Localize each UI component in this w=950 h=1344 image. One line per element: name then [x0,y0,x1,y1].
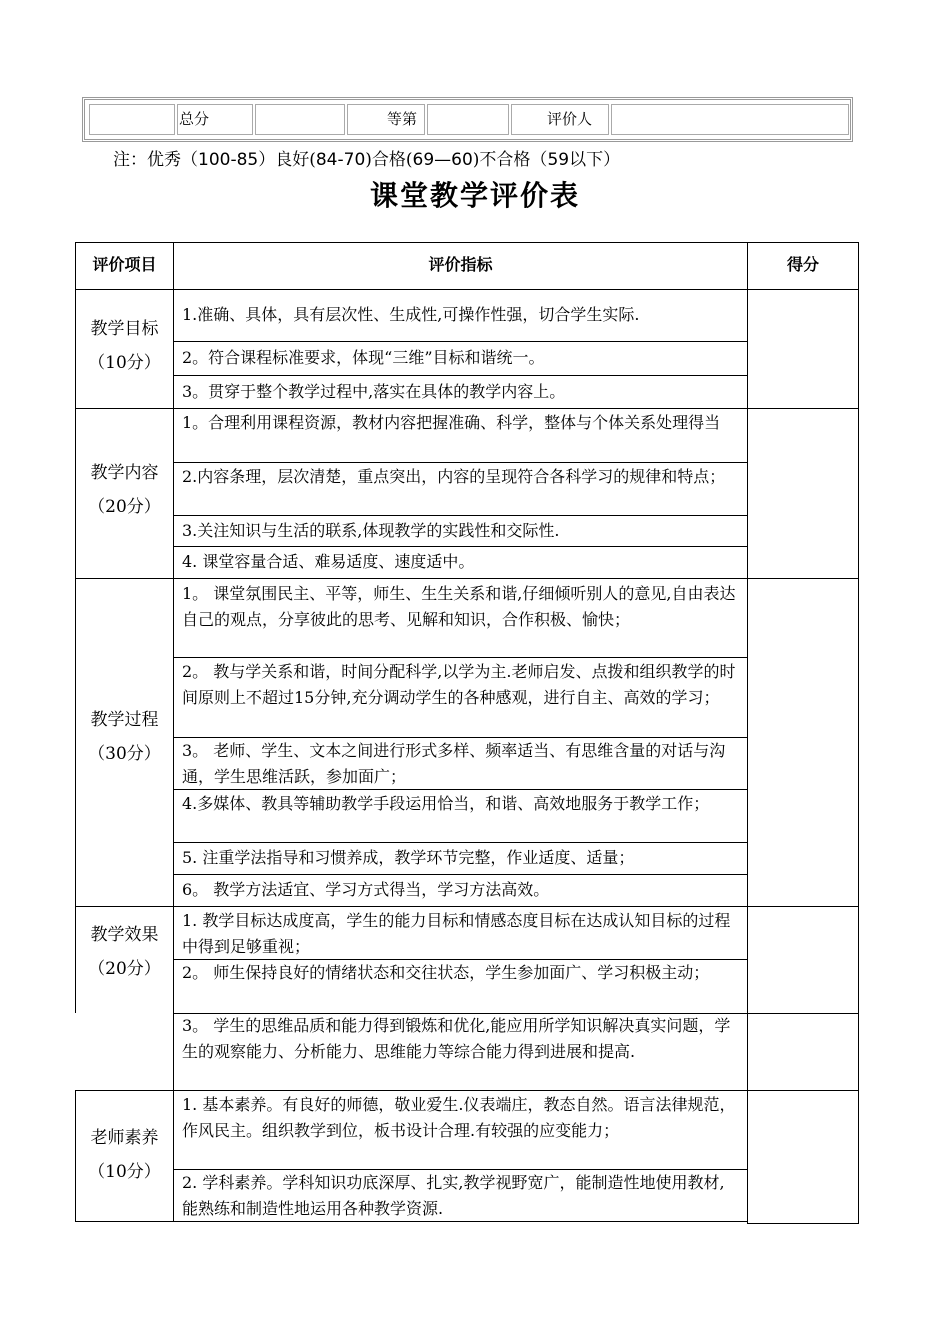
indicator-effect-3: 3。 学生的思维品质和能力得到锻炼和优化,能应用所学知识解决真实问题，学生的观察能力、分析能力、思维能力等综合能力得到进展和提高. [182,1016,731,1061]
total-score-label: 总分 [179,110,210,128]
grade-label: 等第 [387,110,418,128]
indicator-goals-3: 3。贯穿于整个教学过程中,落实在具体的教学内容上。 [182,382,566,401]
indicator-process-5: 5. 注重学法指导和习惯养成，教学环节完整，作业适度、适量； [182,848,635,867]
header-item: 评价项目 [92,255,157,274]
indicator-quality-1: 1. 基本素养。有良好的师德，敬业爱生.仪表端庄，教态自然。语言法律规范，作风民主。组织教学到位，板书设计合理.有较强的应变能力； [182,1095,736,1140]
category-points: （20分） [88,497,161,517]
indicator-content-1: 1。合理利用课程资源，教材内容把握准确、科学，整体与个体关系处理得当 [182,413,721,432]
indicator-process-3: 3。 老师、学生、文本之间进行形式多样、频率适当、有思维含量的对话与沟通，学生思维活跃，参加面广； [182,741,726,786]
category-teaching-content [76,456,173,524]
indicator-process-2: 2。 教与学关系和谐，时间分配科学,以学为主.老师启发、点拨和组织教学的时间原则上不超过15分钟,充分调动学生的各种感观，进行自主、高效的学习； [182,662,736,707]
indicator-effect-1: 1. 教学目标达成度高，学生的能力目标和情感态度目标在达成认知目标的过程中得到足够重视； [182,911,731,956]
indicator-content-4: 4. 课堂容量合适、难易适度、速度适中。 [182,552,475,571]
evaluator-label: 评价人 [547,110,593,128]
category-teacher-quality [76,1121,173,1189]
category-points: （10分） [88,1162,161,1182]
indicator-process-1: 1。 课堂氛围民主、平等，师生、生生关系和谐,仔细倾听别人的意见,自由表达自己的观点，分享彼此的思考、见解和知识，合作积极、愉快； [182,584,736,629]
category-points: （10分） [88,353,161,373]
page-title: 课堂教学评价表 [369,179,580,212]
grading-note: 注：优秀（100-85）良好(84-70)合格(69—60)不合格（59以下） [113,150,621,170]
indicator-effect-2: 2。 师生保持良好的情绪状态和交往状态，学生参加面广、学习积极主动； [182,963,710,982]
indicator-content-2: 2.内容条理，层次清楚，重点突出，内容的呈现符合各科学习的规律和特点； [182,467,726,486]
category-teaching-goals [76,312,173,380]
category-teaching-effect [76,918,173,986]
category-name: 老师素养 [90,1128,159,1148]
category-name: 教学目标 [90,319,159,339]
category-name: 教学内容 [90,463,159,483]
header-score: 得分 [786,255,819,274]
indicator-process-6: 6。 教学方法适宜、学习方式得当，学习方法高效。 [182,880,550,899]
category-name: 教学效果 [90,925,159,945]
category-points: （30分） [88,744,161,764]
indicator-quality-2: 2. 学科素养。学科知识功底深厚、扎实,教学视野宽广，能制造性地使用教材,能熟练和制造性地运用各种教学资源. [182,1173,725,1218]
header-indicator: 评价指标 [428,255,493,274]
category-teaching-process [76,703,173,771]
category-name: 教学过程 [90,710,159,730]
indicator-process-4: 4.多媒体、教具等辅助教学手段运用恰当，和谐、高效地服务于教学工作； [182,794,710,813]
indicator-content-3: 3.关注知识与生活的联系,体现教学的实践性和交际性. [182,521,560,540]
indicator-goals-1: 1.准确、具体，具有层次性、生成性,可操作性强，切合学生实际. [182,305,640,324]
indicator-goals-2: 2。符合课程标准要求，体现“三维”目标和谐统一。 [182,348,545,367]
category-points: （20分） [88,959,161,979]
